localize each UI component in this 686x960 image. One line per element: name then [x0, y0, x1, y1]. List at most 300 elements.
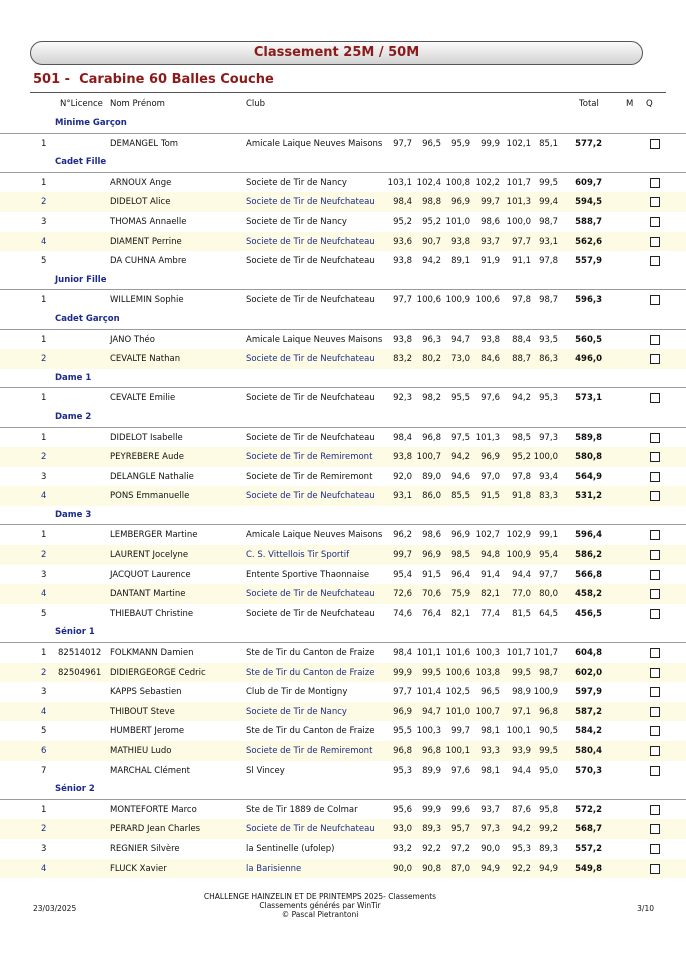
total-score: 589,8: [575, 432, 602, 443]
series-score: 99,9: [393, 667, 412, 678]
series-score: 90,8: [422, 863, 441, 874]
checkbox-icon[interactable]: [650, 393, 660, 403]
series-score: 99,5: [422, 667, 441, 678]
club-name: Societe de Tir de Neufchateau: [246, 608, 375, 619]
checkbox-icon[interactable]: [650, 746, 660, 756]
series-score: 99,1: [539, 530, 558, 541]
category-header: Cadet Fille: [0, 153, 686, 173]
series-score: 100,1: [506, 726, 531, 737]
series-score: 97,3: [481, 824, 500, 835]
total-score: 602,0: [575, 667, 602, 678]
series-score: 100,6: [416, 295, 441, 306]
checkbox-icon[interactable]: [650, 805, 660, 815]
series-score: 98,5: [451, 550, 470, 561]
athlete-name: WILLEMIN Sophie: [110, 295, 184, 306]
checkbox-icon[interactable]: [650, 217, 660, 227]
series-score: 102,9: [506, 530, 531, 541]
header-name: Nom Prénom: [110, 99, 165, 109]
rank: 1: [41, 393, 47, 404]
series-score: 91,5: [481, 491, 500, 502]
series-score: 94,9: [539, 863, 558, 874]
series-score: 77,0: [512, 589, 531, 600]
page-title: Classement 25M / 50M: [30, 41, 643, 65]
rank: 1: [41, 804, 47, 815]
series-score: 102,4: [416, 177, 441, 188]
table-row: [0, 388, 686, 408]
series-score: 96,8: [422, 432, 441, 443]
series-score: 91,4: [481, 569, 500, 580]
table-row: [0, 643, 686, 663]
series-score: 102,5: [445, 687, 470, 698]
rank: 1: [41, 138, 47, 149]
series-score: 97,8: [512, 471, 531, 482]
table-row: [0, 604, 686, 624]
checkbox-icon[interactable]: [650, 844, 660, 854]
series-score: 94,2: [512, 393, 531, 404]
total-score: 568,7: [575, 824, 602, 835]
series-score: 100,9: [533, 687, 558, 698]
checkbox-icon[interactable]: [650, 589, 660, 599]
series-score: 74,6: [393, 608, 412, 619]
athlete-name: DELANGLE Nathalie: [110, 471, 194, 482]
series-score: 86,0: [422, 491, 441, 502]
series-score: 92,3: [393, 393, 412, 404]
total-score: 577,2: [575, 138, 602, 149]
rank: 2: [41, 354, 47, 365]
series-score: 93,9: [512, 746, 531, 756]
series-score: 97,2: [451, 843, 470, 854]
club-name: Ste de Tir du Canton de Fraize: [246, 726, 375, 737]
series-score: 100,7: [475, 706, 500, 717]
rank: 6: [41, 746, 47, 756]
club-name: Societe de Tir de Neufchateau: [246, 295, 375, 306]
total-score: 564,9: [575, 471, 602, 482]
series-score: 93,8: [393, 256, 412, 267]
total-score: 580,8: [575, 452, 602, 463]
series-score: 95,3: [393, 765, 412, 776]
total-score: 572,2: [575, 804, 602, 815]
rank: 4: [41, 491, 47, 502]
rank: 3: [41, 687, 47, 698]
series-score: 93,8: [451, 236, 470, 247]
total-score: 609,7: [575, 177, 602, 188]
header-licence: N°Licence: [60, 99, 103, 109]
series-score: 99,6: [451, 804, 470, 815]
series-score: 96,2: [393, 530, 412, 541]
series-score: 95,5: [451, 393, 470, 404]
page-number: 3/10: [637, 904, 654, 913]
club-name: Societe de Tir de Neufchateau: [246, 589, 375, 600]
series-score: 64,5: [539, 608, 558, 619]
series-score: 73,0: [451, 354, 470, 365]
rank: 3: [41, 569, 47, 580]
series-score: 93,1: [393, 491, 412, 502]
series-score: 83,3: [539, 491, 558, 502]
total-score: 580,4: [575, 746, 602, 756]
table-row: [0, 428, 686, 448]
checkbox-icon[interactable]: [650, 256, 660, 266]
table-row: [0, 859, 686, 879]
series-score: 95,3: [539, 393, 558, 404]
series-score: 95,5: [393, 726, 412, 737]
series-score: 94,2: [451, 452, 470, 463]
rank: 4: [41, 706, 47, 717]
table-row: [0, 330, 686, 350]
total-score: 557,9: [575, 256, 602, 267]
athlete-name: PERARD Jean Charles: [110, 824, 201, 835]
series-score: 98,4: [393, 648, 412, 659]
table-row: [0, 232, 686, 252]
series-score: 99,7: [393, 550, 412, 561]
series-score: 91,1: [512, 256, 531, 267]
header-q: Q: [646, 99, 653, 109]
series-score: 98,7: [539, 216, 558, 227]
athlete-name: DEMANGEL Tom: [110, 138, 179, 149]
table-row: [0, 663, 686, 683]
series-score: 100,6: [445, 667, 470, 678]
athlete-name: MATHIEU Ludo: [110, 746, 172, 756]
series-score: 98,7: [539, 295, 558, 306]
series-score: 93,0: [393, 824, 412, 835]
series-score: 93,6: [393, 236, 412, 247]
header-m: M: [626, 99, 634, 109]
series-score: 97,1: [512, 706, 531, 717]
series-score: 93,4: [539, 471, 558, 482]
licence-number: 82504961: [58, 667, 102, 678]
series-score: 96,9: [451, 197, 470, 208]
series-score: 102,2: [475, 177, 500, 188]
checkbox-icon[interactable]: [650, 550, 660, 560]
series-score: 93,8: [481, 334, 500, 345]
series-score: 100,0: [533, 452, 558, 463]
table-row: [0, 447, 686, 467]
series-score: 97,7: [393, 687, 412, 698]
series-score: 70,6: [422, 589, 441, 600]
series-score: 98,1: [481, 765, 500, 776]
series-score: 95,2: [512, 452, 531, 463]
table-row: [0, 349, 686, 369]
series-score: 72,6: [393, 589, 412, 600]
series-score: 87,0: [451, 863, 470, 874]
total-score: 458,2: [575, 589, 602, 600]
series-score: 97,0: [481, 471, 500, 482]
series-score: 86,3: [539, 354, 558, 365]
rank: 1: [41, 334, 47, 345]
series-score: 95,4: [393, 569, 412, 580]
total-score: 562,6: [575, 236, 602, 247]
series-score: 98,7: [539, 667, 558, 678]
series-score: 97,5: [451, 432, 470, 443]
athlete-name: THIBOUT Steve: [110, 706, 175, 717]
rank: 3: [41, 471, 47, 482]
checkbox-icon[interactable]: [650, 472, 660, 482]
checkbox-icon[interactable]: [650, 726, 660, 736]
total-score: 586,2: [575, 550, 602, 561]
footer-date: 23/03/2025: [33, 904, 77, 913]
series-score: 95,2: [393, 216, 412, 227]
category-header: Minime Garçon: [0, 114, 686, 134]
club-name: Societe de Tir de Neufchateau: [246, 197, 375, 208]
rank: 3: [41, 843, 47, 854]
series-score: 96,5: [422, 138, 441, 149]
total-score: 588,7: [575, 216, 602, 227]
footer-line-1: CHALLENGE HAINZELIN ET DE PRINTEMPS 2025- Classements: [203, 892, 437, 901]
athlete-name: DIAMENT Perrine: [110, 236, 182, 247]
checkbox-icon[interactable]: [650, 139, 660, 149]
licence-number: 82514012: [58, 648, 102, 659]
checkbox-icon[interactable]: [650, 237, 660, 247]
series-score: 101,3: [506, 197, 531, 208]
series-score: 95,4: [539, 550, 558, 561]
rank: 2: [41, 452, 47, 463]
club-name: la Barisienne: [246, 863, 302, 874]
event-title: 501 - Carabine 60 Balles Couche: [33, 72, 274, 87]
club-name: Societe de Tir de Nancy: [246, 706, 347, 717]
checkbox-icon[interactable]: [650, 668, 660, 678]
series-score: 88,7: [512, 354, 531, 365]
series-score: 85,5: [451, 491, 470, 502]
series-score: 100,3: [416, 726, 441, 737]
athlete-name: DIDELOT Alice: [110, 197, 171, 208]
series-score: 96,9: [422, 550, 441, 561]
header-total: Total: [579, 99, 599, 109]
table-row: [0, 467, 686, 487]
athlete-name: CEVALTE Nathan: [110, 354, 181, 365]
series-score: 102,7: [475, 530, 500, 541]
series-score: 97,6: [451, 765, 470, 776]
results-table: [0, 114, 686, 878]
club-name: Ste de Tir du Canton de Fraize: [246, 648, 375, 659]
series-score: 94,8: [481, 550, 500, 561]
series-score: 96,8: [539, 706, 558, 717]
club-name: Ste de Tir 1889 de Colmar: [246, 804, 358, 815]
checkbox-icon[interactable]: [650, 530, 660, 540]
series-score: 93,7: [481, 804, 500, 815]
total-score: 596,4: [575, 530, 602, 541]
checkbox-icon[interactable]: [650, 295, 660, 305]
athlete-name: MARCHAL Clément: [110, 765, 190, 776]
series-score: 89,9: [422, 765, 441, 776]
series-score: 77,4: [481, 608, 500, 619]
club-name: C. S. Vittellois Tir Sportif: [246, 550, 350, 561]
series-score: 99,5: [539, 177, 558, 188]
table-row: [0, 565, 686, 585]
series-score: 83,2: [393, 354, 412, 365]
category-header: Dame 3: [0, 506, 686, 526]
rank: 2: [41, 550, 47, 561]
athlete-name: DANTANT Martine: [110, 589, 186, 600]
series-score: 94,6: [451, 471, 470, 482]
club-name: Societe de Tir de Neufchateau: [246, 256, 375, 267]
athlete-name: DIDIERGEORGE Cedric: [110, 667, 206, 678]
total-score: 596,3: [575, 295, 602, 306]
series-score: 80,2: [422, 354, 441, 365]
series-score: 94,9: [481, 863, 500, 874]
total-score: 549,8: [575, 863, 602, 874]
series-score: 93,3: [481, 746, 500, 756]
series-score: 99,7: [481, 197, 500, 208]
athlete-name: KAPPS Sebastien: [110, 687, 182, 698]
total-score: 604,8: [575, 648, 602, 659]
table-row: [0, 290, 686, 310]
athlete-name: LAURENT Jocelyne: [110, 550, 189, 561]
checkbox-icon[interactable]: [650, 864, 660, 874]
club-name: Societe de Tir de Neufchateau: [246, 491, 375, 502]
series-score: 98,4: [393, 197, 412, 208]
checkbox-icon[interactable]: [650, 766, 660, 776]
table-header: [0, 96, 686, 112]
rank: 2: [41, 197, 47, 208]
checkbox-icon[interactable]: [650, 354, 660, 364]
athlete-name: THIEBAUT Christine: [110, 608, 194, 619]
table-row: [0, 192, 686, 212]
series-score: 81,5: [512, 608, 531, 619]
series-score: 101,3: [475, 432, 500, 443]
table-row: [0, 839, 686, 859]
checkbox-icon[interactable]: [650, 570, 660, 580]
total-score: 570,3: [575, 765, 602, 776]
table-row: [0, 741, 686, 761]
series-score: 96,8: [422, 746, 441, 756]
athlete-name: FLUCK Xavier: [110, 863, 167, 874]
rank: 1: [41, 295, 47, 306]
rank: 3: [41, 216, 47, 227]
series-score: 94,4: [512, 569, 531, 580]
series-score: 94,4: [512, 765, 531, 776]
club-name: Entente Sportive Thaonnaise: [246, 569, 370, 580]
series-score: 100,9: [506, 550, 531, 561]
checkbox-icon[interactable]: [650, 648, 660, 658]
series-score: 97,7: [539, 569, 558, 580]
club-name: Societe de Tir de Neufchateau: [246, 354, 375, 365]
series-score: 90,5: [539, 726, 558, 737]
checkbox-icon[interactable]: [650, 707, 660, 717]
athlete-name: LEMBERGER Martine: [110, 530, 198, 541]
rank: 1: [41, 432, 47, 443]
club-name: Amicale Laique Neuves Maisons: [246, 138, 383, 149]
series-score: 101,0: [445, 706, 470, 717]
series-score: 103,8: [475, 667, 500, 678]
series-score: 99,4: [539, 197, 558, 208]
table-row: [0, 486, 686, 506]
club-name: Societe de Tir de Nancy: [246, 177, 347, 188]
rank: 1: [41, 177, 47, 188]
checkbox-icon[interactable]: [650, 178, 660, 188]
footer-line-3: © Pascal Pietrantoni: [281, 910, 359, 919]
total-score: 560,5: [575, 334, 602, 345]
checkbox-icon[interactable]: [650, 335, 660, 345]
checkbox-icon[interactable]: [650, 824, 660, 834]
series-score: 87,6: [512, 804, 531, 815]
series-score: 96,4: [451, 569, 470, 580]
series-score: 99,5: [512, 667, 531, 678]
series-score: 96,5: [481, 687, 500, 698]
checkbox-icon[interactable]: [650, 197, 660, 207]
series-score: 90,7: [422, 236, 441, 247]
series-score: 95,8: [539, 804, 558, 815]
series-score: 100,6: [475, 295, 500, 306]
series-score: 97,8: [539, 256, 558, 267]
checkbox-icon[interactable]: [650, 609, 660, 619]
series-score: 101,0: [445, 216, 470, 227]
rank: 1: [41, 530, 47, 541]
series-score: 99,7: [451, 726, 470, 737]
club-name: Ste de Tir du Canton de Fraize: [246, 667, 375, 678]
table-row: [0, 545, 686, 565]
category-header: Sénior 2: [0, 780, 686, 800]
series-score: 98,4: [393, 432, 412, 443]
rank: 5: [41, 726, 47, 737]
table-row: [0, 134, 686, 154]
rank: 5: [41, 256, 47, 267]
series-score: 101,7: [506, 177, 531, 188]
series-score: 96,9: [451, 530, 470, 541]
athlete-name: PEYREBERE Aude: [110, 452, 184, 463]
table-row: [0, 819, 686, 839]
series-score: 101,4: [416, 687, 441, 698]
series-score: 97,7: [393, 138, 412, 149]
series-score: 98,8: [422, 197, 441, 208]
table-row: [0, 584, 686, 604]
total-score: 496,0: [575, 354, 602, 365]
series-score: 90,0: [481, 843, 500, 854]
club-name: Amicale Laique Neuves Maisons: [246, 530, 383, 541]
rank: 4: [41, 589, 47, 600]
athlete-name: DA CUHNA Ambre: [110, 256, 187, 267]
checkbox-icon[interactable]: [650, 491, 660, 501]
series-score: 98,6: [422, 530, 441, 541]
rank: 2: [41, 667, 47, 678]
series-score: 88,4: [512, 334, 531, 345]
series-score: 98,5: [512, 432, 531, 443]
table-row: [0, 721, 686, 741]
club-name: la Sentinelle (ufolep): [246, 843, 335, 854]
series-score: 84,6: [481, 354, 500, 365]
title-divider: [30, 92, 666, 93]
club-name: Club de Tir de Montigny: [246, 687, 348, 698]
series-score: 101,7: [533, 648, 558, 659]
series-score: 93,8: [393, 334, 412, 345]
checkbox-icon[interactable]: [650, 687, 660, 697]
athlete-name: CEVALTE Emilie: [110, 393, 176, 404]
rank: 4: [41, 863, 47, 874]
checkbox-icon[interactable]: [650, 433, 660, 443]
series-score: 93,2: [393, 843, 412, 854]
series-score: 100,7: [416, 452, 441, 463]
series-score: 91,5: [422, 569, 441, 580]
series-score: 76,4: [422, 608, 441, 619]
total-score: 573,1: [575, 393, 602, 404]
series-score: 94,7: [422, 706, 441, 717]
series-score: 85,1: [539, 138, 558, 149]
total-score: 597,9: [575, 687, 602, 698]
series-score: 93,7: [481, 236, 500, 247]
series-score: 100,8: [445, 177, 470, 188]
club-name: Societe de Tir de Remiremont: [246, 471, 373, 482]
club-name: Societe de Tir de Neufchateau: [246, 432, 375, 443]
series-score: 89,1: [451, 256, 470, 267]
athlete-name: FOLKMANN Damien: [110, 648, 194, 659]
category-header: Junior Fille: [0, 271, 686, 291]
series-score: 92,2: [512, 863, 531, 874]
series-score: 95,3: [512, 843, 531, 854]
series-score: 96,9: [393, 706, 412, 717]
footer-info: [170, 892, 470, 919]
header-club: Club: [246, 99, 266, 109]
checkbox-icon[interactable]: [650, 452, 660, 462]
category-header: Dame 2: [0, 408, 686, 428]
table-row: [0, 173, 686, 193]
